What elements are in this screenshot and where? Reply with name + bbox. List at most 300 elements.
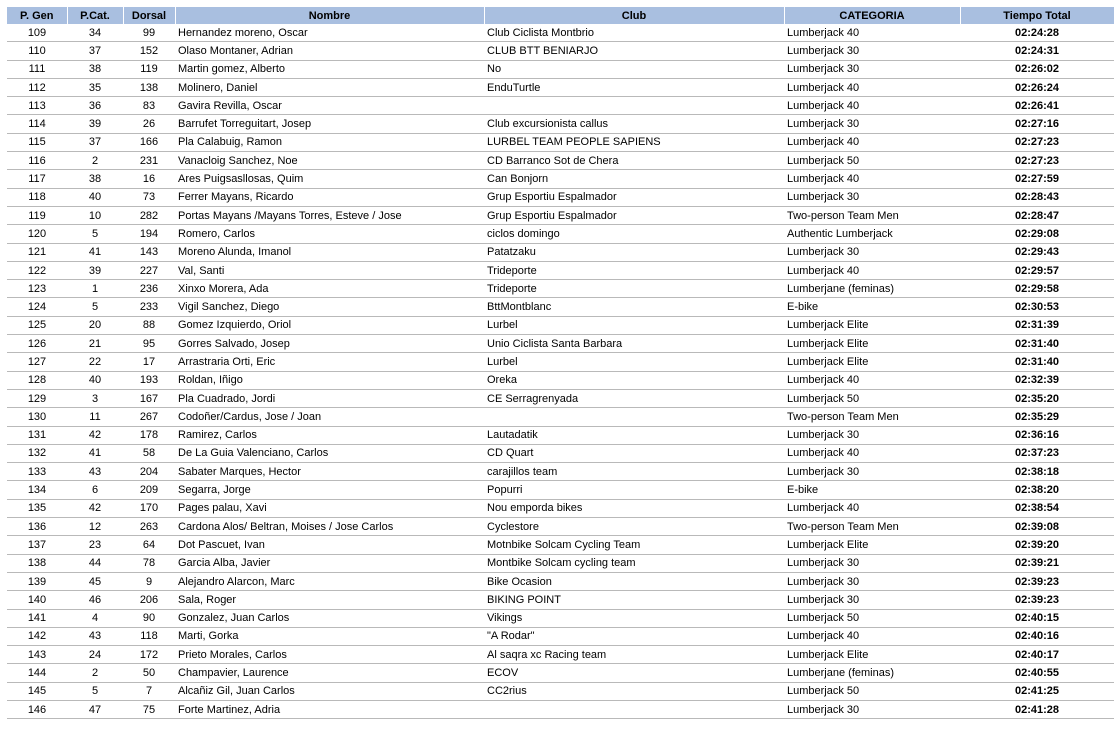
col-header-nombre: Nombre	[175, 7, 484, 24]
cell-p-gen: 128	[7, 371, 67, 389]
table-row	[7, 426, 1114, 444]
cell-dorsal: 231	[123, 152, 175, 170]
cell-p-cat: 38	[67, 60, 123, 78]
cell-categoria: Lumberjack 40	[784, 24, 960, 42]
cell-club: Can Bonjorn	[484, 170, 784, 188]
cell-dorsal: 206	[123, 591, 175, 609]
table-row	[7, 261, 1114, 279]
cell-tiempo-total: 02:31:39	[960, 316, 1114, 334]
cell-p-cat: 34	[67, 24, 123, 42]
cell-nombre: Ferrer Mayans, Ricardo	[175, 188, 484, 206]
cell-categoria: Authentic Lumberjack	[784, 225, 960, 243]
cell-nombre: Val, Santi	[175, 261, 484, 279]
cell-tiempo-total: 02:28:47	[960, 206, 1114, 224]
cell-categoria: Lumberjack 30	[784, 572, 960, 590]
table-row	[7, 298, 1114, 316]
table-row	[7, 408, 1114, 426]
cell-tiempo-total: 02:35:29	[960, 408, 1114, 426]
cell-club: Cyclestore	[484, 518, 784, 536]
cell-tiempo-total: 02:39:08	[960, 518, 1114, 536]
cell-nombre: Hernandez moreno, Oscar	[175, 24, 484, 42]
cell-dorsal: 263	[123, 518, 175, 536]
cell-club	[484, 97, 784, 115]
cell-categoria: Lumberjack 40	[784, 499, 960, 517]
cell-p-gen: 115	[7, 133, 67, 151]
cell-tiempo-total: 02:26:02	[960, 60, 1114, 78]
table-row	[7, 627, 1114, 645]
cell-p-cat: 43	[67, 463, 123, 481]
cell-p-gen: 138	[7, 554, 67, 572]
cell-nombre: Forte Martinez, Adria	[175, 700, 484, 718]
cell-nombre: Sabater Marques, Hector	[175, 463, 484, 481]
table-row	[7, 206, 1114, 224]
cell-p-gen: 111	[7, 60, 67, 78]
cell-nombre: Pla Cuadrado, Jordi	[175, 389, 484, 407]
table-row	[7, 243, 1114, 261]
cell-p-gen: 121	[7, 243, 67, 261]
cell-p-gen: 129	[7, 389, 67, 407]
table-row	[7, 389, 1114, 407]
cell-p-gen: 131	[7, 426, 67, 444]
cell-p-cat: 23	[67, 536, 123, 554]
cell-categoria: Lumberjack 40	[784, 627, 960, 645]
cell-tiempo-total: 02:41:25	[960, 682, 1114, 700]
table-row	[7, 42, 1114, 60]
table-row	[7, 463, 1114, 481]
table-row	[7, 188, 1114, 206]
cell-tiempo-total: 02:36:16	[960, 426, 1114, 444]
cell-nombre: Ramirez, Carlos	[175, 426, 484, 444]
cell-categoria: Lumberjack 40	[784, 78, 960, 96]
cell-categoria: Lumberjack 30	[784, 463, 960, 481]
cell-nombre: Codoñer/Cardus, Jose / Joan	[175, 408, 484, 426]
cell-p-cat: 36	[67, 97, 123, 115]
cell-nombre: Dot Pascuet, Ivan	[175, 536, 484, 554]
cell-dorsal: 119	[123, 60, 175, 78]
cell-tiempo-total: 02:29:43	[960, 243, 1114, 261]
cell-nombre: Gorres Salvado, Josep	[175, 335, 484, 353]
cell-p-cat: 40	[67, 188, 123, 206]
cell-p-cat: 47	[67, 700, 123, 718]
cell-p-gen: 130	[7, 408, 67, 426]
cell-p-gen: 114	[7, 115, 67, 133]
cell-tiempo-total: 02:26:41	[960, 97, 1114, 115]
cell-dorsal: 209	[123, 481, 175, 499]
table-row	[7, 78, 1114, 96]
cell-p-gen: 134	[7, 481, 67, 499]
cell-categoria: Lumberjack Elite	[784, 335, 960, 353]
cell-club: EnduTurtle	[484, 78, 784, 96]
cell-p-cat: 21	[67, 335, 123, 353]
cell-tiempo-total: 02:28:43	[960, 188, 1114, 206]
table-row	[7, 97, 1114, 115]
cell-nombre: Molinero, Daniel	[175, 78, 484, 96]
table-row	[7, 682, 1114, 700]
col-header-dorsal: Dorsal	[123, 7, 175, 24]
cell-p-cat: 42	[67, 499, 123, 517]
table-row	[7, 518, 1114, 536]
col-header-categoria: CATEGORIA	[784, 7, 960, 24]
cell-categoria: Two-person Team Men	[784, 518, 960, 536]
cell-tiempo-total: 02:39:23	[960, 591, 1114, 609]
cell-categoria: E-bike	[784, 298, 960, 316]
cell-categoria: Lumberjack 30	[784, 700, 960, 718]
results-body	[7, 24, 1114, 719]
cell-club	[484, 408, 784, 426]
cell-dorsal: 138	[123, 78, 175, 96]
cell-dorsal: 26	[123, 115, 175, 133]
cell-club: CD Barranco Sot de Chera	[484, 152, 784, 170]
cell-dorsal: 73	[123, 188, 175, 206]
cell-tiempo-total: 02:29:57	[960, 261, 1114, 279]
cell-club: "A Rodar"	[484, 627, 784, 645]
cell-club: LURBEL TEAM PEOPLE SAPIENS	[484, 133, 784, 151]
cell-club: Oreka	[484, 371, 784, 389]
cell-p-gen: 110	[7, 42, 67, 60]
cell-tiempo-total: 02:27:59	[960, 170, 1114, 188]
table-row	[7, 152, 1114, 170]
cell-categoria: Lumberjack Elite	[784, 646, 960, 664]
cell-club: No	[484, 60, 784, 78]
cell-categoria: Lumberjack 30	[784, 591, 960, 609]
cell-categoria: Lumberjack 30	[784, 426, 960, 444]
cell-categoria: Lumberjack 50	[784, 389, 960, 407]
cell-nombre: Prieto Morales, Carlos	[175, 646, 484, 664]
cell-nombre: Segarra, Jorge	[175, 481, 484, 499]
cell-dorsal: 282	[123, 206, 175, 224]
table-row	[7, 591, 1114, 609]
cell-categoria: Lumberjane (feminas)	[784, 280, 960, 298]
cell-p-cat: 38	[67, 170, 123, 188]
table-row	[7, 353, 1114, 371]
cell-p-cat: 5	[67, 225, 123, 243]
cell-p-gen: 145	[7, 682, 67, 700]
col-header-p-gen: P. Gen	[7, 7, 67, 24]
table-row	[7, 481, 1114, 499]
cell-tiempo-total: 02:40:16	[960, 627, 1114, 645]
cell-dorsal: 267	[123, 408, 175, 426]
cell-club: Trideporte	[484, 280, 784, 298]
cell-categoria: Lumberjack 30	[784, 188, 960, 206]
cell-club: Popurri	[484, 481, 784, 499]
cell-categoria: Lumberjack Elite	[784, 536, 960, 554]
cell-p-cat: 46	[67, 591, 123, 609]
cell-dorsal: 193	[123, 371, 175, 389]
cell-p-gen: 126	[7, 335, 67, 353]
cell-nombre: Vanacloig Sanchez, Noe	[175, 152, 484, 170]
cell-p-gen: 139	[7, 572, 67, 590]
cell-p-gen: 113	[7, 97, 67, 115]
cell-p-cat: 5	[67, 298, 123, 316]
cell-p-gen: 127	[7, 353, 67, 371]
cell-categoria: Lumberjack 50	[784, 682, 960, 700]
table-row	[7, 115, 1114, 133]
cell-nombre: Sala, Roger	[175, 591, 484, 609]
cell-nombre: Champavier, Laurence	[175, 664, 484, 682]
cell-club: Bike Ocasion	[484, 572, 784, 590]
cell-categoria: Two-person Team Men	[784, 408, 960, 426]
cell-nombre: De La Guia Valenciano, Carlos	[175, 444, 484, 462]
cell-p-gen: 109	[7, 24, 67, 42]
cell-categoria: Lumberjack 40	[784, 97, 960, 115]
cell-p-gen: 116	[7, 152, 67, 170]
cell-p-cat: 44	[67, 554, 123, 572]
cell-tiempo-total: 02:32:39	[960, 371, 1114, 389]
cell-nombre: Vigil Sanchez, Diego	[175, 298, 484, 316]
cell-p-gen: 142	[7, 627, 67, 645]
table-row	[7, 24, 1114, 42]
cell-p-cat: 4	[67, 609, 123, 627]
table-row	[7, 536, 1114, 554]
cell-dorsal: 227	[123, 261, 175, 279]
cell-tiempo-total: 02:27:23	[960, 133, 1114, 151]
cell-categoria: Lumberjack Elite	[784, 353, 960, 371]
cell-dorsal: 90	[123, 609, 175, 627]
cell-nombre: Pla Calabuig, Ramon	[175, 133, 484, 151]
cell-p-gen: 120	[7, 225, 67, 243]
cell-categoria: Lumberjack 40	[784, 371, 960, 389]
header-row	[7, 7, 1114, 24]
cell-p-gen: 144	[7, 664, 67, 682]
cell-dorsal: 118	[123, 627, 175, 645]
cell-p-cat: 41	[67, 243, 123, 261]
cell-p-cat: 37	[67, 133, 123, 151]
cell-tiempo-total: 02:29:08	[960, 225, 1114, 243]
cell-p-cat: 37	[67, 42, 123, 60]
cell-nombre: Romero, Carlos	[175, 225, 484, 243]
cell-nombre: Gomez Izquierdo, Oriol	[175, 316, 484, 334]
cell-nombre: Moreno Alunda, Imanol	[175, 243, 484, 261]
col-header-p-cat: P.Cat.	[67, 7, 123, 24]
cell-p-gen: 141	[7, 609, 67, 627]
cell-tiempo-total: 02:38:18	[960, 463, 1114, 481]
cell-tiempo-total: 02:40:15	[960, 609, 1114, 627]
cell-tiempo-total: 02:38:20	[960, 481, 1114, 499]
cell-dorsal: 58	[123, 444, 175, 462]
cell-tiempo-total: 02:39:23	[960, 572, 1114, 590]
table-row	[7, 371, 1114, 389]
cell-nombre: Gavira Revilla, Oscar	[175, 97, 484, 115]
cell-dorsal: 178	[123, 426, 175, 444]
cell-tiempo-total: 02:35:20	[960, 389, 1114, 407]
cell-p-cat: 40	[67, 371, 123, 389]
cell-tiempo-total: 02:30:53	[960, 298, 1114, 316]
cell-dorsal: 9	[123, 572, 175, 590]
cell-tiempo-total: 02:24:28	[960, 24, 1114, 42]
table-row	[7, 646, 1114, 664]
cell-dorsal: 143	[123, 243, 175, 261]
cell-tiempo-total: 02:31:40	[960, 353, 1114, 371]
cell-dorsal: 194	[123, 225, 175, 243]
cell-dorsal: 152	[123, 42, 175, 60]
cell-club: CD Quart	[484, 444, 784, 462]
cell-p-cat: 39	[67, 261, 123, 279]
table-row	[7, 133, 1114, 151]
cell-nombre: Cardona Alos/ Beltran, Moises / Jose Carlos	[175, 518, 484, 536]
cell-p-cat: 35	[67, 78, 123, 96]
cell-tiempo-total: 02:26:24	[960, 78, 1114, 96]
cell-p-gen: 119	[7, 206, 67, 224]
cell-nombre: Alejandro Alarcon, Marc	[175, 572, 484, 590]
cell-nombre: Barrufet Torreguitart, Josep	[175, 115, 484, 133]
cell-p-cat: 39	[67, 115, 123, 133]
col-header-tiempo-total: Tiempo Total	[960, 7, 1114, 24]
cell-nombre: Alcañiz Gil, Juan Carlos	[175, 682, 484, 700]
cell-p-cat: 20	[67, 316, 123, 334]
cell-club: CLUB BTT BENIARJO	[484, 42, 784, 60]
cell-tiempo-total: 02:37:23	[960, 444, 1114, 462]
cell-dorsal: 7	[123, 682, 175, 700]
cell-dorsal: 233	[123, 298, 175, 316]
table-row	[7, 664, 1114, 682]
cell-p-cat: 41	[67, 444, 123, 462]
cell-club: Club excursionista callus	[484, 115, 784, 133]
cell-p-cat: 1	[67, 280, 123, 298]
cell-dorsal: 64	[123, 536, 175, 554]
cell-tiempo-total: 02:39:20	[960, 536, 1114, 554]
cell-categoria: Lumberjack 40	[784, 170, 960, 188]
cell-p-cat: 2	[67, 152, 123, 170]
cell-club: Lurbel	[484, 316, 784, 334]
cell-club: Club Ciclista Montbrio	[484, 24, 784, 42]
cell-club: ciclos domingo	[484, 225, 784, 243]
cell-p-cat: 12	[67, 518, 123, 536]
results-table	[7, 7, 1115, 719]
cell-p-cat: 24	[67, 646, 123, 664]
cell-dorsal: 88	[123, 316, 175, 334]
cell-tiempo-total: 02:29:58	[960, 280, 1114, 298]
cell-dorsal: 204	[123, 463, 175, 481]
cell-dorsal: 50	[123, 664, 175, 682]
table-row	[7, 700, 1114, 718]
cell-categoria: Lumberjack 30	[784, 60, 960, 78]
table-row	[7, 60, 1114, 78]
cell-categoria: Lumberjack 30	[784, 42, 960, 60]
cell-tiempo-total: 02:38:54	[960, 499, 1114, 517]
table-row	[7, 316, 1114, 334]
cell-p-gen: 124	[7, 298, 67, 316]
cell-p-gen: 143	[7, 646, 67, 664]
cell-p-gen: 118	[7, 188, 67, 206]
cell-club: Grup Esportiu Espalmador	[484, 188, 784, 206]
cell-tiempo-total: 02:31:40	[960, 335, 1114, 353]
cell-categoria: Lumberjack 40	[784, 261, 960, 279]
cell-p-gen: 125	[7, 316, 67, 334]
cell-club: ECOV	[484, 664, 784, 682]
cell-p-gen: 146	[7, 700, 67, 718]
table-row	[7, 170, 1114, 188]
table-row	[7, 572, 1114, 590]
cell-p-cat: 6	[67, 481, 123, 499]
cell-club: BttMontblanc	[484, 298, 784, 316]
cell-club: carajillos team	[484, 463, 784, 481]
cell-categoria: Two-person Team Men	[784, 206, 960, 224]
cell-nombre: Olaso Montaner, Adrian	[175, 42, 484, 60]
cell-club: Nou emporda bikes	[484, 499, 784, 517]
cell-nombre: Roldan, Iñigo	[175, 371, 484, 389]
cell-tiempo-total: 02:24:31	[960, 42, 1114, 60]
cell-tiempo-total: 02:40:17	[960, 646, 1114, 664]
cell-nombre: Ares Puigsasllosas, Quim	[175, 170, 484, 188]
cell-nombre: Marti, Gorka	[175, 627, 484, 645]
cell-club: CC2rius	[484, 682, 784, 700]
cell-club: Montbike Solcam cycling team	[484, 554, 784, 572]
cell-dorsal: 83	[123, 97, 175, 115]
table-row	[7, 499, 1114, 517]
cell-p-gen: 132	[7, 444, 67, 462]
cell-dorsal: 99	[123, 24, 175, 42]
cell-club: Grup Esportiu Espalmador	[484, 206, 784, 224]
cell-club: Patatzaku	[484, 243, 784, 261]
cell-tiempo-total: 02:41:28	[960, 700, 1114, 718]
cell-club: CE Serragrenyada	[484, 389, 784, 407]
cell-categoria: Lumberjack 50	[784, 152, 960, 170]
cell-categoria: Lumberjack 30	[784, 243, 960, 261]
cell-club: Motnbike Solcam Cycling Team	[484, 536, 784, 554]
cell-dorsal: 166	[123, 133, 175, 151]
cell-club: Unio Ciclista Santa Barbara	[484, 335, 784, 353]
cell-p-gen: 117	[7, 170, 67, 188]
cell-dorsal: 170	[123, 499, 175, 517]
cell-p-gen: 123	[7, 280, 67, 298]
cell-p-gen: 140	[7, 591, 67, 609]
cell-categoria: Lumberjack 30	[784, 554, 960, 572]
table-row	[7, 335, 1114, 353]
cell-p-gen: 135	[7, 499, 67, 517]
table-row	[7, 609, 1114, 627]
cell-p-gen: 136	[7, 518, 67, 536]
cell-tiempo-total: 02:40:55	[960, 664, 1114, 682]
cell-club: Al saqra xc Racing team	[484, 646, 784, 664]
cell-dorsal: 78	[123, 554, 175, 572]
cell-dorsal: 167	[123, 389, 175, 407]
cell-dorsal: 17	[123, 353, 175, 371]
cell-p-cat: 10	[67, 206, 123, 224]
cell-dorsal: 236	[123, 280, 175, 298]
cell-p-cat: 3	[67, 389, 123, 407]
table-row	[7, 280, 1114, 298]
cell-nombre: Arrastraria Orti, Eric	[175, 353, 484, 371]
table-row	[7, 554, 1114, 572]
cell-club: Lautadatik	[484, 426, 784, 444]
cell-categoria: Lumberjack 40	[784, 444, 960, 462]
cell-nombre: Xinxo Morera, Ada	[175, 280, 484, 298]
cell-club: Vikings	[484, 609, 784, 627]
cell-p-cat: 11	[67, 408, 123, 426]
cell-p-cat: 22	[67, 353, 123, 371]
cell-categoria: Lumberjane (feminas)	[784, 664, 960, 682]
cell-nombre: Gonzalez, Juan Carlos	[175, 609, 484, 627]
cell-club: Lurbel	[484, 353, 784, 371]
cell-p-cat: 5	[67, 682, 123, 700]
table-row	[7, 444, 1114, 462]
cell-dorsal: 95	[123, 335, 175, 353]
cell-categoria: Lumberjack 50	[784, 609, 960, 627]
cell-club: Trideporte	[484, 261, 784, 279]
cell-nombre: Pages palau, Xavi	[175, 499, 484, 517]
cell-p-gen: 112	[7, 78, 67, 96]
cell-categoria: Lumberjack Elite	[784, 316, 960, 334]
cell-tiempo-total: 02:27:23	[960, 152, 1114, 170]
cell-tiempo-total: 02:27:16	[960, 115, 1114, 133]
cell-p-gen: 137	[7, 536, 67, 554]
cell-p-gen: 133	[7, 463, 67, 481]
col-header-club: Club	[484, 7, 784, 24]
cell-nombre: Garcia Alba, Javier	[175, 554, 484, 572]
cell-categoria: E-bike	[784, 481, 960, 499]
cell-dorsal: 75	[123, 700, 175, 718]
cell-p-gen: 122	[7, 261, 67, 279]
